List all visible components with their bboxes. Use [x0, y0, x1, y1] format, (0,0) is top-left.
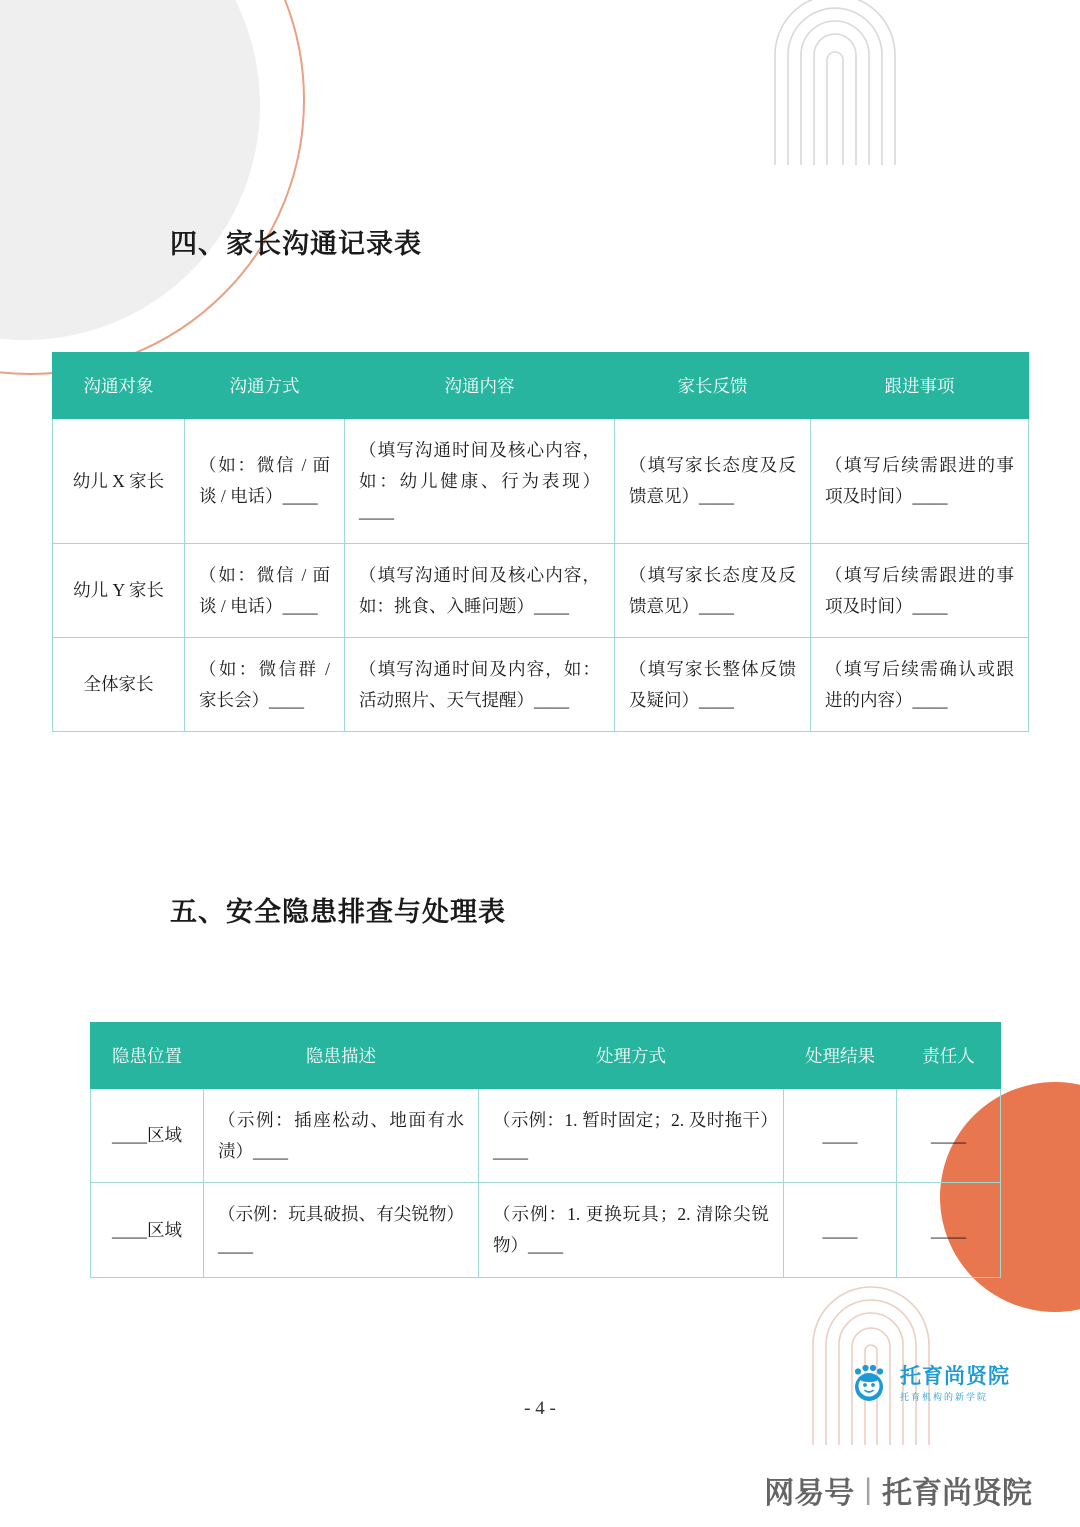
decorative-orange-arc [0, 0, 305, 375]
cell-method: （如：微信群 / 家长会）____ [185, 638, 345, 732]
column-header-person: 责任人 [897, 1023, 1001, 1089]
cell-person: ____ [897, 1183, 1001, 1277]
column-header-followup: 跟进事项 [811, 353, 1029, 419]
parent-communication-table [52, 352, 1029, 732]
cell-content: （填写沟通时间及核心内容，如：挑食、入睡问题）____ [345, 543, 615, 637]
cell-location: ____区域 [91, 1183, 204, 1277]
baby-face-icon [847, 1362, 891, 1406]
cell-feedback: （填写家长态度及反馈意见）____ [615, 543, 811, 637]
cell-target: 全体家长 [53, 638, 185, 732]
column-header-feedback: 家长反馈 [615, 353, 811, 419]
column-header-description: 隐患描述 [204, 1023, 479, 1089]
watermark-separator: | [864, 1473, 872, 1506]
table-header-row [53, 353, 1029, 419]
cell-result: ____ [784, 1089, 897, 1183]
cell-person: ____ [897, 1089, 1001, 1183]
cell-description: （示例：玩具破损、有尖锐物）____ [204, 1183, 479, 1277]
column-header-handling: 处理方式 [479, 1023, 784, 1089]
logo-name: 托育尚贤院 [900, 1365, 1010, 1389]
page-number: - 4 - [524, 1398, 556, 1419]
table-row [53, 419, 1029, 544]
column-header-result: 处理结果 [784, 1023, 897, 1089]
cell-method: （如：微信 / 面谈 / 电话）____ [185, 419, 345, 544]
cell-followup: （填写后续需跟进的事项及时间）____ [811, 543, 1029, 637]
cell-result: ____ [784, 1183, 897, 1277]
cell-handling: （示例：1. 更换玩具；2. 清除尖锐物）____ [479, 1183, 784, 1277]
brand-logo [847, 1362, 1010, 1406]
table-row [91, 1183, 1001, 1277]
safety-check-table [90, 1022, 1001, 1278]
cell-content: （填写沟通时间及内容，如：活动照片、天气提醒）____ [345, 638, 615, 732]
table-header-row [91, 1023, 1001, 1089]
cell-followup: （填写后续需确认或跟进的内容）____ [811, 638, 1029, 732]
page-title-parent-communication: 四、家长沟通记录表 [170, 229, 422, 259]
logo-tagline: 托育机构的新学院 [900, 1391, 989, 1402]
cell-method: （如：微信 / 面谈 / 电话）____ [185, 543, 345, 637]
column-header-method: 沟通方式 [185, 353, 345, 419]
cell-handling: （示例：1. 暂时固定；2. 及时拖干）____ [479, 1089, 784, 1183]
watermark-brand: 网易号 [764, 1477, 855, 1510]
table-row [91, 1089, 1001, 1183]
cell-feedback: （填写家长整体反馈及疑问）____ [615, 638, 811, 732]
watermark-account-name: 托育尚贤院 [882, 1477, 1032, 1510]
cell-target: 幼儿 X 家长 [53, 419, 185, 544]
cell-description: （示例：插座松动、地面有水渍）____ [204, 1089, 479, 1183]
cell-content: （填写沟通时间及核心内容，如：幼儿健康、行为表现）____ [345, 419, 615, 544]
column-header-location: 隐患位置 [91, 1023, 204, 1089]
cell-location: ____区域 [91, 1089, 204, 1183]
decorative-top-lines [755, 0, 985, 170]
column-header-target: 沟通对象 [53, 353, 185, 419]
table-row [53, 638, 1029, 732]
cell-feedback: （填写家长态度及反馈意见）____ [615, 419, 811, 544]
decorative-bottom-lines [795, 1267, 1025, 1447]
page-title-safety-check: 五、安全隐患排查与处理表 [170, 897, 506, 927]
column-header-content: 沟通内容 [345, 353, 615, 419]
cell-target: 幼儿 Y 家长 [53, 543, 185, 637]
watermark [764, 1468, 1032, 1512]
cell-followup: （填写后续需跟进的事项及时间）____ [811, 419, 1029, 544]
table-row [53, 543, 1029, 637]
